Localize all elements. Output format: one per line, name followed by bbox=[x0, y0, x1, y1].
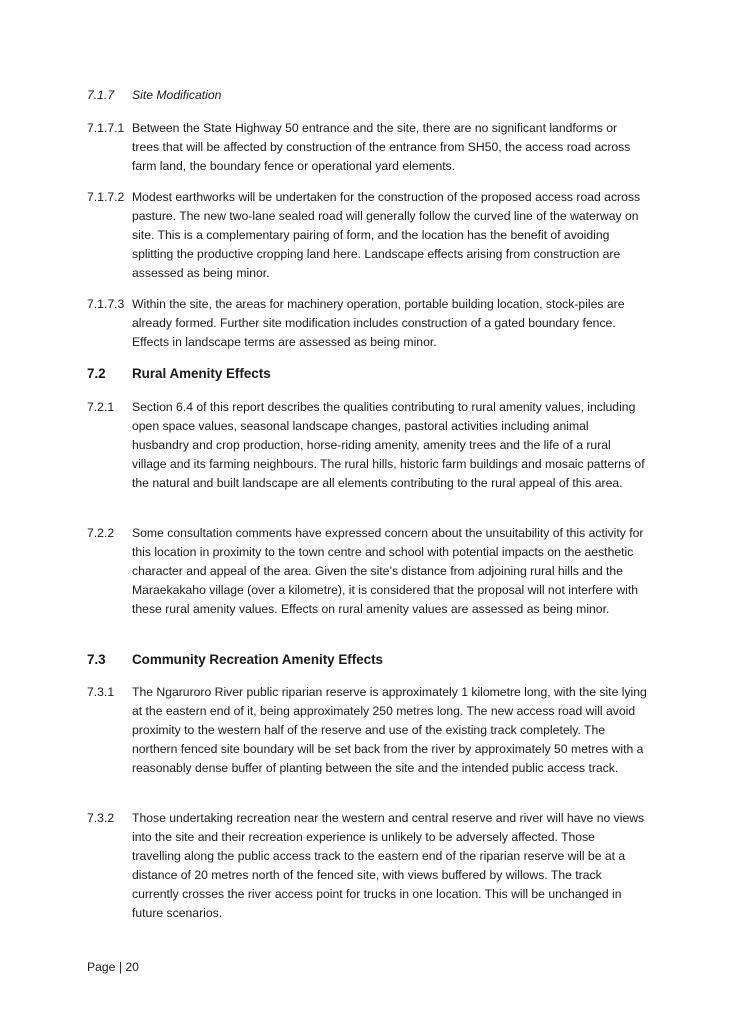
paragraph-7-1-7-2 bbox=[87, 188, 647, 283]
paragraph-number: 7.1.7.2 bbox=[87, 190, 125, 204]
paragraph-text: The Ngaruroro River public riparian reserve is approximately 1 kilometre long, with the site lying at the eastern end of it, being approximately 250 metres long. The new access road will avoid proximity to the western half of the reserve and use of the existing track completely. The northern fenced site boundary will be set back from the river by approximately 50 metres with a reasonably dense buffer of planting between the site and the intended public access track. bbox=[132, 685, 647, 775]
paragraph-text: Section 6.4 of this report describes the qualities contributing to rural amenity values, including open space values, seasonal landscape changes, pastoral activities including animal husbandry and crop production, horse-riding amenity, amenity trees and the life of a rural village and its farming neighbours. The rural hills, historic farm buildings and mosaic patterns of the natural and built landscape are all elements contributing to the rural appeal of this area. bbox=[132, 400, 645, 490]
paragraph-number: 7.2.1 bbox=[87, 400, 115, 414]
section-number: 7.2 bbox=[87, 366, 106, 381]
paragraph-7-1-7-3 bbox=[87, 295, 647, 352]
section-heading-7-3 bbox=[87, 652, 384, 667]
paragraph-7-3-1 bbox=[87, 683, 647, 778]
section-title: Community Recreation Amenity Effects bbox=[132, 652, 384, 667]
paragraph-number: 7.2.2 bbox=[87, 526, 115, 540]
section-title: Rural Amenity Effects bbox=[132, 366, 271, 381]
subsection-title: Site Modification bbox=[132, 88, 222, 102]
paragraph-number: 7.1.7.1 bbox=[87, 121, 125, 135]
section-number: 7.3 bbox=[87, 652, 106, 667]
section-heading-7-2 bbox=[87, 366, 271, 381]
paragraph-7-1-7-1 bbox=[87, 119, 647, 176]
paragraph-text: Those undertaking recreation near the western and central reserve and river will have no views into the site and their recreation experience is unlikely to be adversely affected. Those travelling along the public access track to the eastern end of the riparian reserve will be at a distance of 20 metres north of the fenced site, with views buffered by willows. The track currently crosses the river access point for trucks in one location. This will be unchanged in future scenarios. bbox=[132, 811, 645, 920]
paragraph-number: 7.3.2 bbox=[87, 811, 115, 825]
paragraph-text: Modest earthworks will be undertaken for the construction of the proposed access road across pasture. The new two-lane sealed road will generally follow the curved line of the waterway on site. This is a complementary pairing of form, and the location has the benefit of avoiding splitting the productive cropping land here. Landscape effects arising from construction are assessed as being minor. bbox=[132, 190, 641, 280]
paragraph-text: Within the site, the areas for machinery operation, portable building location, stock-piles are already formed. Further site modification includes construction of a gated boundary fence. Effects in landscape terms are assessed as being minor. bbox=[132, 297, 625, 349]
paragraph-text: Between the State Highway 50 entrance and the site, there are no significant landforms or trees that will be affected by construction of the entrance from SH50, the access road across farm land, the boundary fence or operational yard elements. bbox=[132, 121, 631, 173]
paragraph-7-2-2 bbox=[87, 524, 647, 619]
paragraph-number: 7.3.1 bbox=[87, 685, 115, 699]
paragraph-7-2-1 bbox=[87, 398, 647, 493]
paragraph-7-3-2 bbox=[87, 809, 647, 923]
subsection-number: 7.1.7 bbox=[87, 88, 115, 102]
paragraph-number: 7.1.7.3 bbox=[87, 297, 125, 311]
subsection-heading-7-1-7 bbox=[87, 88, 222, 102]
page-footer: Page | 20 bbox=[87, 960, 139, 974]
paragraph-text: Some consultation comments have expressed concern about the unsuitability of this activity for this location in proximity to the town centre and school with potential impacts on the aesthetic character and appeal of the area. Given the site’s distance from adjoining rural hills and the Maraekakaho village (over a kilometre), it is considered that the proposal will not interfere with these rural amenity values. Effects on rural amenity values are assessed as being minor. bbox=[132, 526, 644, 616]
